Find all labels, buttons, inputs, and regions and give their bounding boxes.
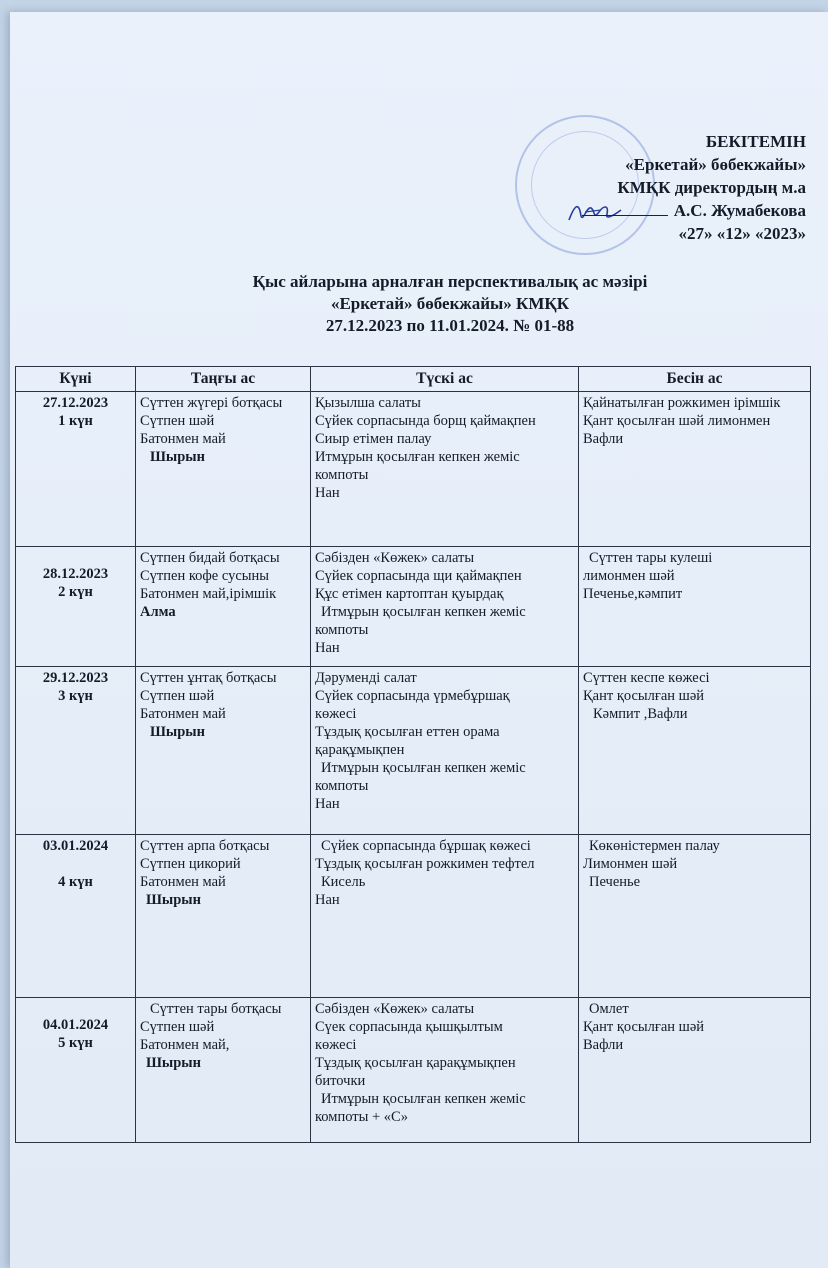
list-item: Сәбізден «Көжек» салаты (315, 1001, 475, 1017)
day-cell (16, 392, 136, 547)
list-item: Қызылша салаты (315, 395, 421, 411)
list-item: Кәмпит ,Вафли (593, 706, 688, 722)
list-item: Нан (315, 640, 340, 656)
document-subtitle: «Еркетай» бөбекжайы» КМҚК (330, 294, 570, 313)
list-item: компоты (315, 778, 369, 794)
day-number: 3 күн (58, 688, 93, 704)
lunch-cell (311, 998, 579, 1143)
list-item: Печенье,кәмпит (583, 586, 683, 602)
lunch-cell (311, 392, 579, 547)
list-item: Итмұрын қосылған кепкен жеміс (321, 760, 526, 776)
day-number: 5 күн (58, 1035, 93, 1051)
breakfast-cell (136, 835, 311, 998)
approval-signatory (582, 199, 806, 222)
list-item: Итмұрын қосылған кепкен жеміс (321, 1091, 526, 1107)
list-item: Батонмен май (140, 431, 226, 447)
list-item: Кисель (321, 874, 366, 890)
list-item: қарақұмықпен (315, 742, 405, 758)
list-item: Қайнатылған рожкимен ірімшік (583, 395, 781, 411)
list-item: Омлет (589, 1001, 629, 1017)
list-item: Сәбізден «Көжек» салаты (315, 550, 475, 566)
table-row (16, 392, 811, 547)
day-number: 2 күн (58, 584, 93, 600)
list-item: Сүтпен цикорий (140, 856, 241, 872)
list-item: Шырын (150, 449, 205, 465)
list-item: Сүттен тары кулеші (589, 550, 713, 566)
approval-date: «27» «12» «2023» (678, 224, 806, 243)
list-item: Вафли (583, 1037, 624, 1053)
list-item: Сүйек сорпасында бұршақ көжесі (321, 838, 531, 854)
date-text: 03.01.2024 (42, 838, 109, 854)
breakfast-cell (136, 998, 311, 1143)
list-item: көжесі (315, 706, 357, 722)
list-item: Сүек сорпасында қышқылтым (315, 1019, 503, 1035)
list-item: Батонмен май (140, 706, 226, 722)
header-breakfast: Таңғы ас (136, 367, 311, 392)
list-item: Сүтпен шәй (140, 413, 215, 429)
lunch-cell (311, 835, 579, 998)
approval-position: КМҚК директордың м.а (617, 178, 806, 197)
list-item: Дәруменді салат (315, 670, 417, 686)
signature-line (582, 215, 668, 216)
list-item: Сүйек сорпасында үрмебұршақ (315, 688, 510, 704)
approval-organization: «Еркетай» бөбекжайы» (625, 155, 806, 174)
header-day: Күні (16, 367, 136, 392)
snack-cell (579, 392, 811, 547)
breakfast-cell (136, 667, 311, 835)
snack-cell (579, 835, 811, 998)
date-text: 29.12.2023 (42, 670, 109, 686)
document-title: Қыс айларына арналған перспективалық ас мәзірі (252, 272, 648, 291)
snack-cell (579, 547, 811, 667)
list-item: Батонмен май (140, 874, 226, 890)
date-text: 27.12.2023 (42, 395, 109, 411)
day-cell (16, 998, 136, 1143)
list-item: Сүттен тары ботқасы (150, 1001, 282, 1017)
list-item: Нан (315, 485, 340, 501)
list-item: Сүйек сорпасында щи қаймақпен (315, 568, 522, 584)
date-text: 28.12.2023 (42, 566, 109, 582)
list-item: компоты + «С» (315, 1109, 408, 1125)
list-item: Вафли (583, 431, 624, 447)
list-item: Шырын (146, 892, 201, 908)
list-item: Сиыр етімен палау (315, 431, 432, 447)
list-item: Сүйек сорпасында борщ қаймақпен (315, 413, 536, 429)
day-number: 1 күн (58, 413, 93, 429)
list-item: Қант қосылған шәй (583, 1019, 705, 1035)
list-item: Сүтпен шәй (140, 1019, 215, 1035)
list-item: Сүттен жүгері ботқасы (140, 395, 283, 411)
day-number: 4 күн (58, 874, 93, 890)
approval-heading: БЕКІТЕМІН (705, 132, 806, 151)
document-period: 27.12.2023 по 11.01.2024. № 01-88 (325, 316, 575, 335)
date-text: 04.01.2024 (42, 1017, 109, 1033)
table-row (16, 547, 811, 667)
list-item: Шырын (146, 1055, 201, 1071)
list-item: Шырын (150, 724, 205, 740)
list-item: Алма (140, 604, 176, 620)
header-snack: Бесін ас (579, 367, 811, 392)
list-item: Сүтпен кофе сусыны (140, 568, 270, 584)
list-item: биточки (315, 1073, 366, 1089)
table-row (16, 835, 811, 998)
list-item: Сүттен арпа ботқасы (140, 838, 270, 854)
list-item: компоты (315, 622, 369, 638)
list-item: Тұздық қосылған еттен орама (315, 724, 500, 740)
lunch-cell (311, 667, 579, 835)
header-lunch: Түскі ас (311, 367, 579, 392)
list-item: Қант қосылған шәй (583, 688, 705, 704)
breakfast-cell (136, 547, 311, 667)
list-item: Тұздық қосылған қарақұмықпен (315, 1055, 516, 1071)
list-item: Сүтпен шәй (140, 688, 215, 704)
list-item: Сүттен ұнтақ ботқасы (140, 670, 277, 686)
list-item: Нан (315, 892, 340, 908)
table-header-row (16, 367, 811, 392)
list-item: Батонмен май, (140, 1037, 230, 1053)
day-cell (16, 547, 136, 667)
breakfast-cell (136, 392, 311, 547)
table-row (16, 667, 811, 835)
approval-name: А.С. Жумабекова (673, 201, 806, 220)
day-cell (16, 667, 136, 835)
list-item: Печенье (589, 874, 641, 890)
list-item: Итмұрын қосылған кепкен жеміс (321, 604, 526, 620)
table-row (16, 998, 811, 1143)
list-item: Лимонмен шәй (583, 856, 678, 872)
list-item: Сүттен кеспе көжесі (583, 670, 710, 686)
lunch-cell (311, 547, 579, 667)
list-item: лимонмен шәй (583, 568, 675, 584)
list-item: компоты (315, 467, 369, 483)
list-item: Тұздық қосылған рожкимен тефтел (315, 856, 535, 872)
list-item: Итмұрын қосылған кепкен жеміс (315, 449, 520, 465)
list-item: көжесі (315, 1037, 357, 1053)
day-cell (16, 835, 136, 998)
list-item: Қант қосылған шәй лимонмен (583, 413, 771, 429)
snack-cell (579, 667, 811, 835)
list-item: Көкөністермен палау (589, 838, 720, 854)
approval-block (582, 130, 806, 245)
list-item: Құс етімен картоптан қуырдақ (315, 586, 504, 602)
list-item: Сүтпен бидай ботқасы (140, 550, 280, 566)
list-item: Батонмен май,ірімшік (140, 586, 277, 602)
menu-table (15, 366, 811, 1143)
list-item: Нан (315, 796, 340, 812)
snack-cell (579, 998, 811, 1143)
